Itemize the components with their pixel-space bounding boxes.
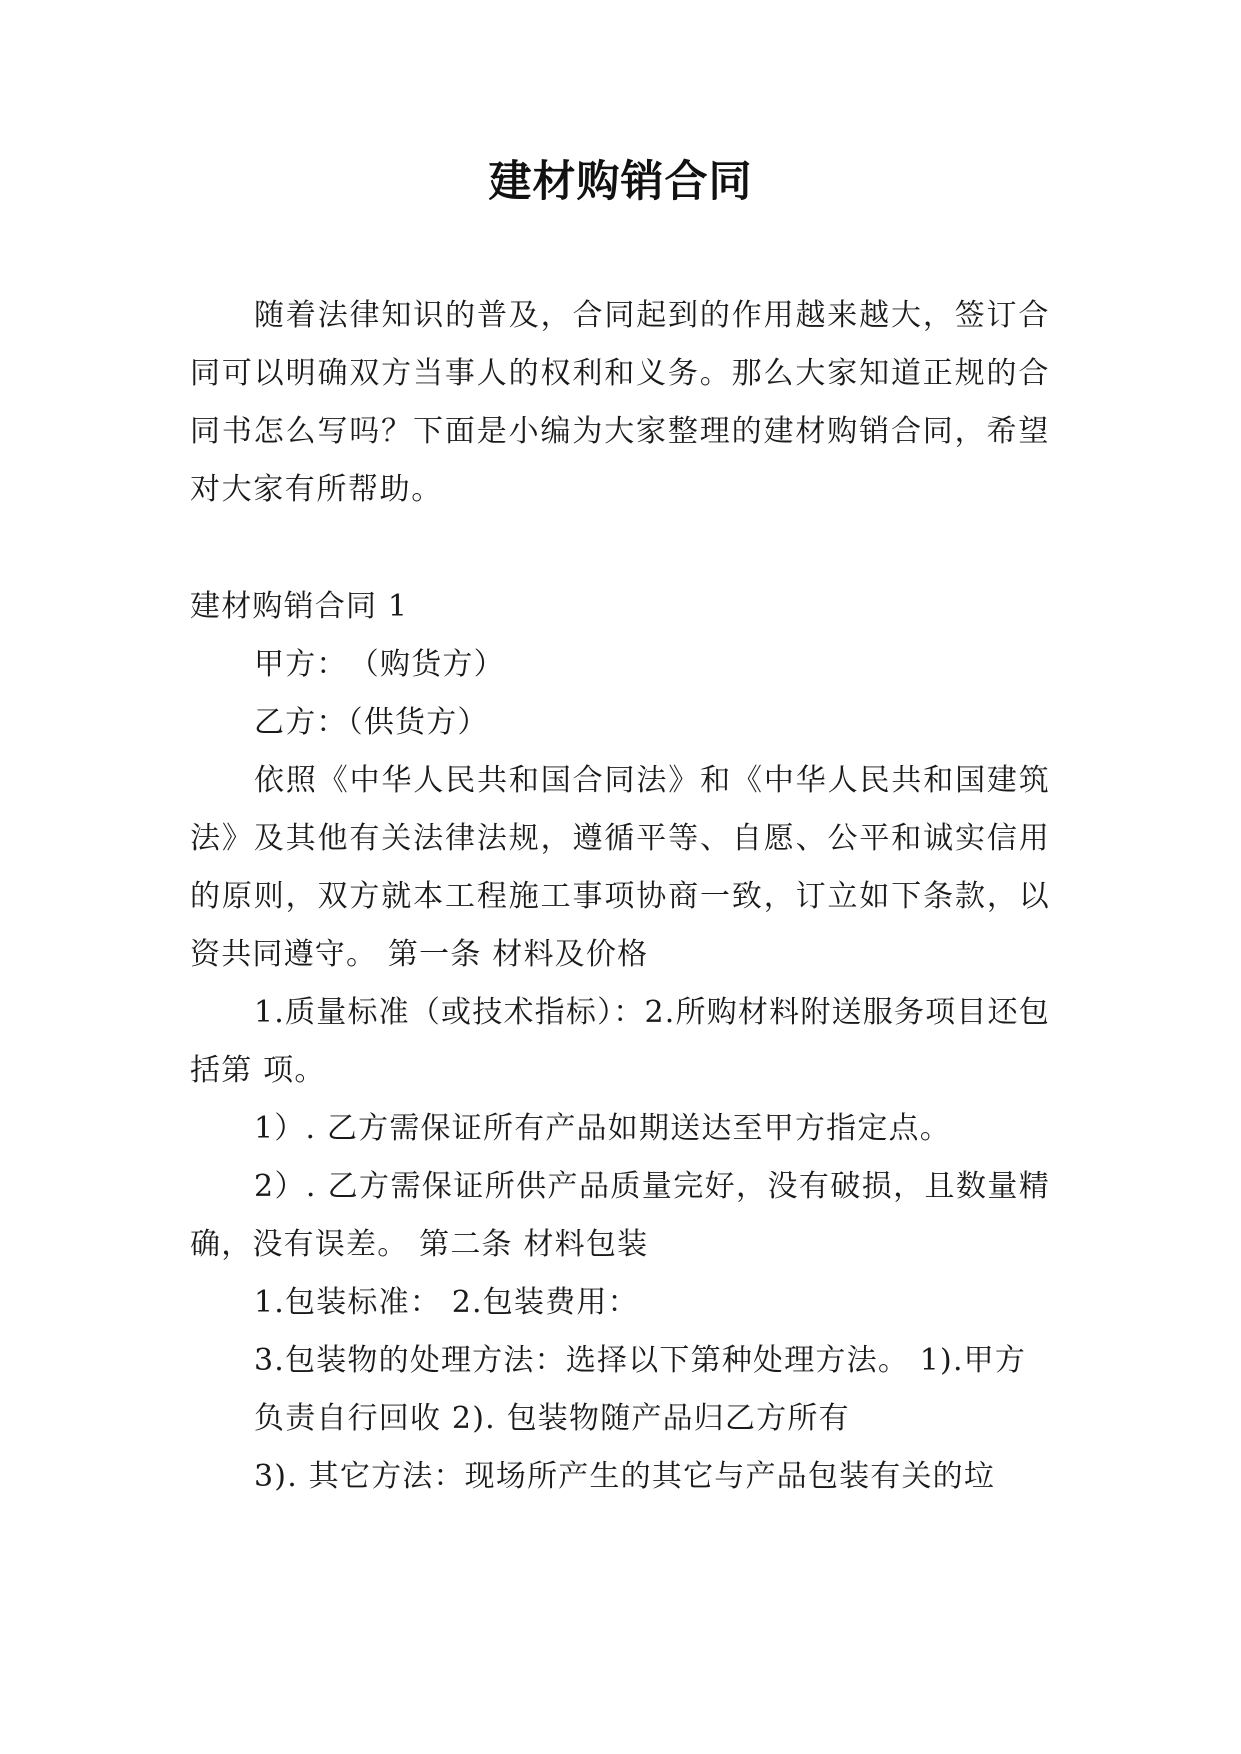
party-b-line: 乙方：（供货方）: [254, 705, 489, 740]
preamble-paragraph: 依照《中华人民共和国合同法》和《中华人民共和国建筑法》及其他有关法律法规，遵循平等、自愿、公平和诚实信用的原则，双方就本工程施工事项协商一致，订立如下条款，以资共同遵守。 第一条 材料及价格: [190, 763, 1050, 972]
party-a-line: 甲方： （购货方）: [254, 647, 505, 682]
clause-paragraph: 3.包装物的处理方法：选择以下第种处理方法。 1).甲方: [254, 1343, 1027, 1378]
section-heading: 建材购销合同 1: [190, 589, 409, 624]
clause-paragraph: 2）. 乙方需保证所供产品质量完好，没有破损，且数量精确，没有误差。 第二条 材料包装: [190, 1169, 1050, 1262]
clause-paragraph: 1）. 乙方需保证所有产品如期送达至甲方指定点。: [254, 1111, 951, 1146]
clause-paragraph: 1.质量标准（或技术指标）：2.所购材料附送服务项目还包括第 项。: [190, 995, 1050, 1088]
clause-paragraph: 负责自行回收 2). 包装物随产品归乙方所有: [254, 1401, 850, 1436]
intro-section: [190, 287, 1050, 519]
clause-paragraph: 3). 其它方法：现场所产生的其它与产品包装有关的垃: [254, 1459, 996, 1494]
intro-paragraph: 随着法律知识的普及，合同起到的作用越来越大，签订合同可以明确双方当事人的权利和义务。那么大家知道正规的合同书怎么写吗？下面是小编为大家整理的建材购销合同，希望对大家有所帮助。: [190, 298, 1050, 507]
document-title: 建材购销合同: [488, 157, 753, 207]
contract-body: [190, 578, 1050, 1506]
clause-paragraph: 1.包装标准： 2.包装费用：: [254, 1285, 639, 1320]
